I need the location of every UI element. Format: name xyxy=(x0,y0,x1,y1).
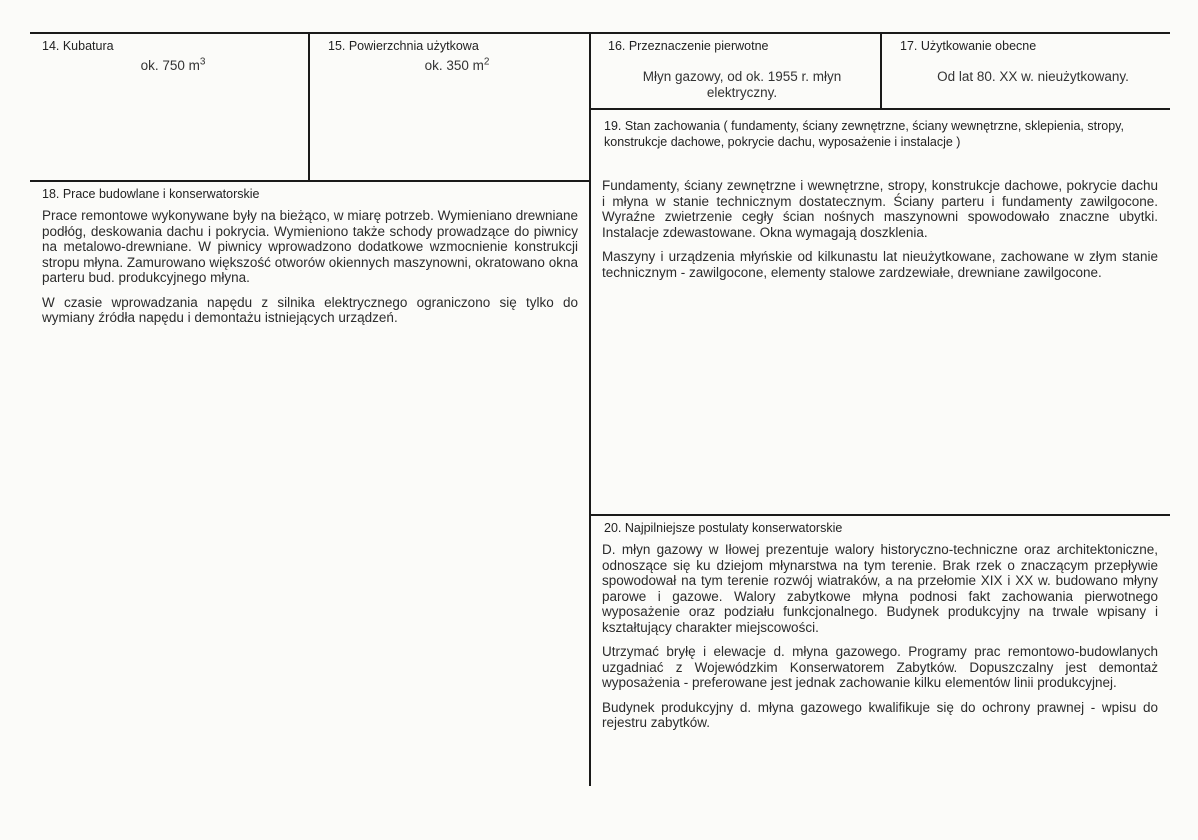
field-value: ok. 350 $m^2$ xyxy=(424,56,490,73)
field-kubatura xyxy=(42,39,304,177)
field-label: 17. Użytkowanie obecne xyxy=(900,39,1037,53)
field-stan-zachowania xyxy=(602,118,1158,289)
paragraph: Prace remontowe wykonywane były na bieżąco, w miarę potrzeb. Wymieniano drewniane podłóg, deskowania dachu i pokrycia. Wymieniono także schody prowadzące do piwnicy na metalowo-drewniane. W piwnicy wprowadzono dodatkowe wzmocnienie konstrukcji stropu młyna. Zamurowano większość otworów okiennych maszynowni, okratowano okna parteru bud. produkcyjnego młyna. xyxy=(42,208,578,285)
divider-20-top xyxy=(590,514,1170,516)
paragraph: W czasie wprowadzania napędu z silnika elektrycznego ograniczono się tylko do wymiany źródła napędu i demontażu istniejących urządzeń. xyxy=(42,294,578,325)
field-label: 15. Powierzchnia użytkowa xyxy=(328,39,479,53)
form-card xyxy=(30,32,1170,786)
field-postulaty xyxy=(602,521,1158,740)
field-prace-budowlane xyxy=(42,187,578,335)
top-border xyxy=(30,32,1170,34)
divider-18-top xyxy=(30,180,590,182)
field-label: 16. Przeznaczenie pierwotne xyxy=(608,39,769,53)
field-uzytkowanie xyxy=(900,39,1166,107)
field-powierzchnia xyxy=(328,39,586,177)
paragraph: Maszyny i urządzenia młyńskie od kilkunastu lat nieużytkowane, zachowane w złym stanie technicznym - zawilgocone, elementy stalowe zardzewiałe, drewniane zawilgocone. xyxy=(602,249,1158,280)
paragraph: Fundamenty, ściany zewnętrzne i wewnętrzne, stropy, konstrukcje dachowe, pokrycie dachu i młyna w stanie technicznym dostatecznym. Ściany parteru i fundamenty zawilgocone. Wyraźne zwietrzenie cegły ścian nośnych maszynowni spowodowało znaczne ubytki. Instalacje zdewastowane. Okna wymagają doszklenia. xyxy=(602,178,1158,240)
paragraph: Budynek produkcyjny d. młyna gazowego kwalifikuje się do ochrony prawnej - wpisu do rejestru zabytków. xyxy=(602,699,1158,730)
paragraph: Utrzymać bryłę i elewacje d. młyna gazowego. Programy prac remontowo-budowlanych uzgadniać z Wojewódzkim Konserwatorem Zabytków. Dopuszczalny jest demontaż wyposażenia - preferowane jest jednak zachowanie kilku elementów linii produkcyjnej. xyxy=(602,644,1158,690)
field-label: 20. Najpilniejsze postulaty konserwatorskie xyxy=(604,521,843,535)
field-label: 18. Prace budowlane i konserwatorskie xyxy=(42,187,260,201)
field-value: ok. 750 $m^3$ xyxy=(140,56,206,73)
divider-16-17 xyxy=(880,32,882,110)
field-przeznaczenie xyxy=(608,39,876,107)
field-value: Młyn gazowy, od ok. 1955 r. młyn elektryczny. xyxy=(642,69,842,100)
paragraph: D. młyn gazowy w Iłowej prezentuje walory historyczno-techniczne oraz architektoniczne, odnoszące się ku dziejom młynarstwa na tym terenie. Brak rzek o znaczącym przepływie spowodował na tym terenie rozwój wiatraków, a na przełomie XIX i XX w. budowano młyny parowe i gazowe. Walory zabytkowe młyna podnosi fakt zachowania pierwotnego wyposażenie oraz podziału funkcjonalnego. Budynek produkcyjny na trwale wpisany i kształtujący charakter miejscowości. xyxy=(602,542,1158,635)
divider-14-15 xyxy=(308,32,310,182)
center-divider xyxy=(589,32,591,786)
field-label: 14. Kubatura xyxy=(42,39,114,53)
field-value: Od lat 80. XX w. nieużytkowany. xyxy=(937,69,1129,84)
field-label: 19. Stan zachowania ( fundamenty, ściany zewnętrzne, ściany wewnętrzne, sklepienia, stropy, konstrukcje dachowe, pokrycie dachu, wyposażenie i instalacje ) xyxy=(604,119,1124,149)
